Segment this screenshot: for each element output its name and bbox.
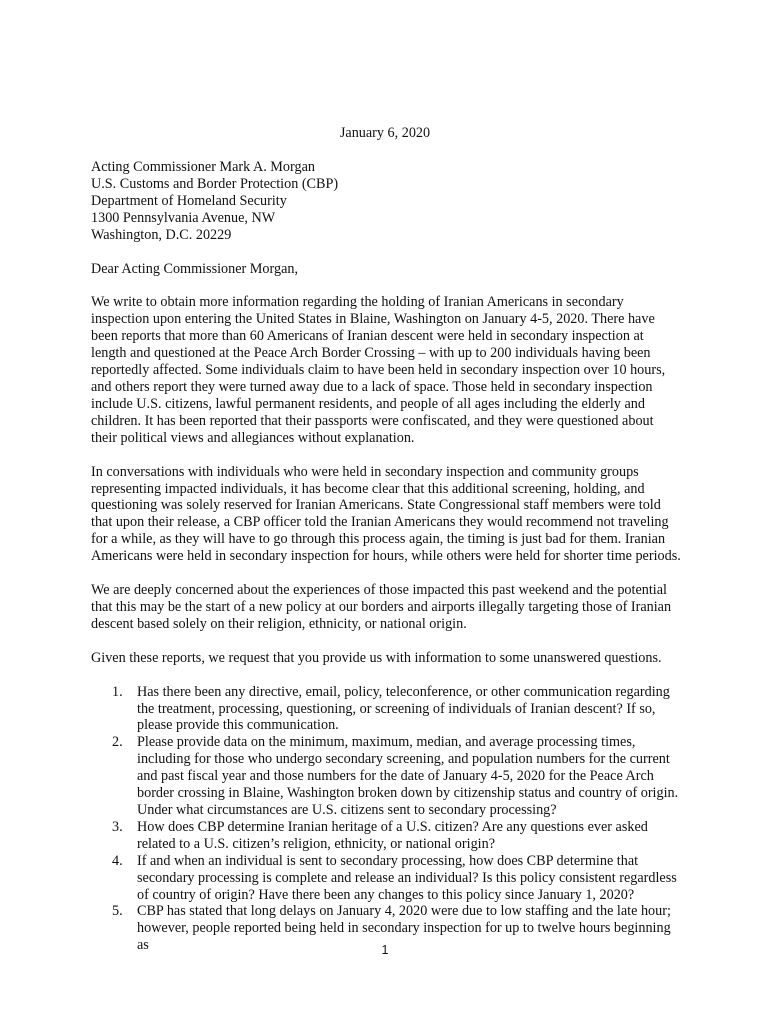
recipient-line: Acting Commissioner Mark A. Morgan — [91, 159, 315, 175]
salutation: Dear Acting Commissioner Morgan, — [91, 260, 299, 277]
body-paragraph: We are deeply concerned about the experiences of those impacted this past weekend and the potential that this may be the start of a new policy at our borders and airports illegally targeting those of Iranian descent based solely on their religion, ethnicity, or national origin. — [91, 582, 672, 632]
letter-body — [91, 159, 681, 954]
recipient-line: 1300 Pennsylvania Avenue, NW — [91, 209, 276, 226]
question-item — [91, 684, 681, 735]
question-text: CBP has stated that long delays on January 4, 2020 were due to low staffing and the late hour; however, people reported being held in secondary inspection for up to twelve hours beginning as — [137, 903, 671, 954]
question-text: Please provide data on the minimum, maximum, median, and average processing times, including for those who undergo secondary screening, and population numbers for the current and past fiscal year and those numbers for the date of January 4-5, 2020 for the Peace Arch border crossing in Blaine, Washington broken down by citizenship status and country of origin. Under what circumstances are U.S. citizens sent to secondary processing? — [137, 734, 679, 818]
recipient-line: Washington, D.C. 20229 — [91, 226, 232, 243]
question-item — [91, 734, 681, 819]
page-number: 1 — [381, 943, 389, 957]
question-number: 2. — [112, 734, 123, 751]
body-paragraph: Given these reports, we request that you provide us with information to some unanswered questions. — [91, 649, 662, 666]
question-text: Has there been any directive, email, policy, teleconference, or other communication regarding the treatment, processing, questioning, or screening of individuals of Iranian descent? If so, please provide this communication. — [137, 683, 670, 734]
question-number: 4. — [112, 852, 123, 869]
body-paragraph: We write to obtain more information regarding the holding of Iranian Americans in secondary inspection upon entering the United States in Blaine, Washington on January 4-5, 2020. There have been reports that more than 60 Americans of Iranian descent were held in secondary inspection at length and questioned at the Peace Arch Border Crossing – with up to 200 individuals having been reportedly affected. Some individuals claim to have been held in secondary inspection over 10 hours, and others report they were turned away due to a lack of space. Those held in secondary inspection include U.S. citizens, lawful permanent residents, and people of all ages including the elderly and children. It has been reported that their passports were confiscated, and they were questioned about their political views and allegiances without explanation. — [91, 294, 666, 446]
recipient-address — [91, 159, 681, 244]
body-paragraph: In conversations with individuals who were held in secondary inspection and community groups representing impacted individuals, it has become clear that this additional screening, holding, and questioning was solely reserved for Iranian Americans. State Congressional staff members were told that upon their release, a CBP officer told the Iranian Americans they would recommend not traveling for a while, as they will have to go through this process again, the timing is just bad for them. Iranian Americans were held in secondary inspection for hours, while others were held for shorter time periods. — [91, 463, 681, 565]
letter-date: January 6, 2020 — [339, 125, 431, 141]
question-number: 3. — [112, 818, 123, 835]
question-item — [91, 853, 681, 904]
question-item — [91, 819, 681, 853]
question-text: If and when an individual is sent to secondary processing, how does CBP determine that secondary processing is complete and release an individual? Is this policy consistent regardless of country of origin? Have there been any changes to this policy since January 1, 2020? — [137, 852, 677, 903]
recipient-line: U.S. Customs and Border Protection (CBP) — [91, 175, 339, 192]
questions-list — [91, 684, 681, 955]
question-number: 5. — [112, 903, 123, 920]
question-text: How does CBP determine Iranian heritage of a U.S. citizen? Are any questions ever asked related to a U.S. citizen’s religion, ethnicity, or national origin? — [137, 818, 648, 852]
recipient-line: Department of Homeland Security — [91, 192, 287, 209]
question-number: 1. — [112, 683, 123, 700]
